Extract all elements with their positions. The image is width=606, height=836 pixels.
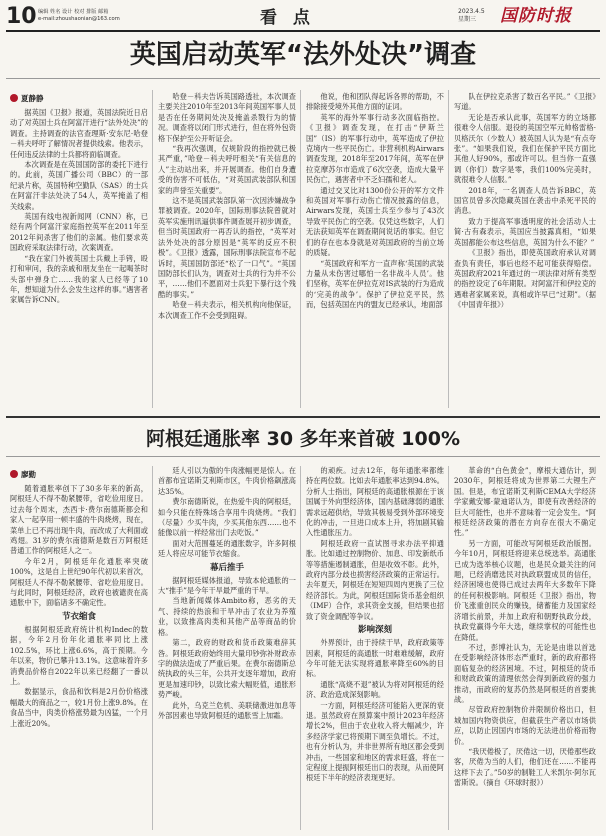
article2-column-1	[10, 484, 148, 830]
paragraph: 数据显示，食品和饮料是2月份价格涨幅最大的商品之一，较1月份上涨9.8%。在食品当中，肉类价格涨势最为凶猛，一个月上涨近20%。	[10, 687, 148, 728]
title-divider	[6, 78, 600, 79]
newspaper-logo: 国防时报	[500, 6, 572, 26]
paragraph: 一方面，阿根廷经济可能陷入更深的衰退。虽然政府在预算案中预计2023年经济增长2%，但由于农业收入将大幅减少，许多经济学家已将预期下调至负增长。不过，也有分析认为，并非世界所有地区都会受到冲击，一些国家和地区的需求旺盛，将在一定程度上提振阿根廷出口的表现，从而使阿根廷下半年的经济表现更好。	[306, 700, 444, 783]
column-divider	[448, 466, 449, 830]
title-divider	[6, 456, 600, 457]
paragraph: 英国有线电视新闻网（CNN）称，已经有两个阿富汗家庭指控英军在2011年至2012年间杀害了他们的亲属。他们要求英国政府采取法律行动，次案调查。	[10, 212, 148, 253]
paragraph: 根据阿根廷政府统计机构Indec的数据，今年2月份年化通胀率同比上涨102.5%，环比上涨6.6%，高于预期。今年以来，物价已攀升13.1%。这意味着许多消费品价格自2022年以来已经翻了一番以上。	[10, 624, 148, 686]
article2-column-3	[306, 466, 444, 830]
column-divider	[448, 90, 449, 408]
paragraph: “我再次强调，仅规阶段的指控就已极其严重，”哈登－科夫呼吁相关“有关信息的人”主动站出来，并开展调查。他们自身遭受的伤害不可低估，“对英国武装部队和国家的声誉至关重要”。	[158, 144, 296, 195]
article2-title: 阿根廷通胀率 30 多年来首破 100%	[146, 428, 460, 450]
paragraph: 第二，政府的财政和货币政策难辞其咎。阿根廷政府始终用大量印钞弥补财政赤字的做法造成了严重后果。在费尔南德斯总统执政的头三年，公共开支逐年增加，政府更是加速印钞，以致比索大幅贬值，通胀形势严峻。	[158, 638, 296, 700]
paragraph: 哈登－科夫表示，相关机构向他保证，本次调查工作不会受到阻碍。	[158, 300, 296, 320]
paragraph: 革命的“白色黄金”，摩根大通估计，到2030年，阿根廷将成为世界第二大锂生产国。但是，布宜诺斯艾利斯CEMA大学经济学家戴安娜·蒙迪诺认为，即使有改善经济的巨大可能性，也并不意味着一定会发生。“阿根廷经济政策的潜在方向存在很大不确定性。”	[454, 466, 596, 538]
paragraph: 今年2月，阿根廷年化通胀率突破100%，这是自上世纪90年代初以来首次，阿根廷人不得不勒紧腰带、省吃俭用度日。与此同时，阿根廷经济，政府也被谴责在高通胀中下，面临诸多不确定性。	[10, 556, 148, 608]
issue-date	[458, 8, 485, 24]
paragraph: 本次调查是在英国国防部的委托下进行的。此前，英国广播公司（BBC）的一部纪录片称，英国特种空勤队（SAS）的士兵在阿富汗非法处决了54人，英军掩盖了相关线索。	[10, 160, 148, 211]
editor-meta	[38, 9, 120, 23]
article1-column-1	[10, 108, 148, 408]
paragraph: 不过，彭博社认为，无论是由谁以首选在受影响经济体形态严重时，新的政府都将面临复杂的经济困境。不过，阿根廷的货币和财政政策的清理依然会得到新政府的强力推动，而政府的复苏仍然是阿根廷的首要挑战。	[454, 642, 596, 704]
article1-column-4	[454, 92, 596, 408]
paragraph: 随着通胀率创下了30多年来的新高，阿根廷人不得不勒紧腰带，省吃俭用度日。过去每个周末，杰西卡·费尔南德斯都会和家人一起享用一顿丰盛的牛肉烧烤，现在，菜单上已不再出现牛肉，而改成了大利面或鸡翅。31岁的费尔南德斯是数百万阿根廷普通工作的阿根廷人之一。	[10, 484, 148, 556]
paragraph: “我厌倦极了，厌倦这一切，厌倦那些政客，厌倦为当的人们，他们还在……不能再这样下去了。”50岁的制鞋工人米凯尔·阿尔瓦雷斯说。（摘自《环球时报》）	[454, 746, 596, 788]
editor-meta-line: 编辑 姓名 设计 校对 排版 邮箱	[38, 9, 109, 15]
byline-icon	[10, 94, 18, 102]
column-divider	[152, 466, 153, 830]
paragraph: 据阿根廷媒体报道，导致本轮通胀的一大“推手”是今年干旱最严重的干旱。	[158, 575, 296, 596]
paragraph: 2018年，一名调查人员告诉BBC，英国官员曾多次隐藏英国在袭击中杀死平民的消息。	[454, 185, 596, 216]
article1-title: 英国启动英军“法外处决”调查	[129, 40, 477, 70]
byline-author: 廖勤	[21, 470, 36, 479]
paragraph: 英军的海外军事行动多次面临指控。《卫报》调查发现，在打击“伊斯兰国”（IS）的军事行动中，英军造成了伊拉克境内一些平民伤亡。非营利机构Airwars调查发现，2018年至2017年间，英军在伊拉克摩苏尔市造成了6次空袭，造成大量平民伤亡，遇害者中不乏妇孺和老人。	[306, 112, 444, 185]
paragraph: 尽管政府控制物价并限制价格出口，但城加国内物资供应，但截获生产者以市场供应，以防止因国内市场的无法进出价格而物价。	[454, 705, 596, 746]
paragraph: 当地新闻媒体Ambito称，恶劣的天气、持续的热浪和干旱冲击了农业为养殖业，以致推高肉类和其他产品等商品的价格。	[158, 596, 296, 637]
section-title: 看 点	[260, 8, 315, 28]
paragraph: 无论是否承认此事，英国军方的立场都很难令人信服。退役的英国空军元帅格雷格·贝格沃尔（少数人）被英国人认为是“有点夸张”。“如果我们说，我们在保护平民方面比其他人好90%，那或许可以。但当你一直强调（你们）数字是零，我们100%完美时，就很难令人信服。”	[454, 112, 596, 185]
paragraph: 外界预计，由于持续干旱，政府政策等因素，阿根廷的高通胀一时难难缓解，政府今年可能无法实现将通胀率降至60%的目标。	[306, 638, 444, 679]
article2-byline	[10, 470, 36, 480]
paragraph: 此外，乌克兰危机、美联储激进加息等外部因素也导致阿根廷的通胀雪上加霜。	[158, 700, 296, 720]
paragraph: 廷人引以为傲的牛肉涨幅更是惊人。在首都布宜诺斯艾利斯市区，牛肉价格飙涨高达35%。	[158, 466, 296, 496]
paragraph: 通胀“高烧不退”被认为将对阿根廷的经济、政治造成深刻影响。	[306, 679, 444, 700]
byline-icon	[10, 470, 18, 478]
paragraph: 通过交叉比对1300份公开的军方文件和英国对军事行动伤亡情况披露的信息，Airwars发现，英国士兵至少参与了43次导致平民伤亡的空袭。仅凭这些数字，人们无法获知英军在调查期间说话的事实。但它们的存在也本身就是对英国政府的当前立场的质疑。	[306, 185, 444, 258]
paragraph: 《卫报》指出，即使英国政府承认对调查负有责任，事后也经不起可能获得赔偿。英国政府2021年通过的一项法律对所有类型的指控设定了6年期限。对阿富汗和伊拉克的遇难者家属来说，真相或许早已“过期”。（据《中国青年报》）	[454, 248, 596, 310]
subheading: 幕后推手	[209, 562, 244, 573]
paragraph: “我在家门外被英国士兵戴上手铐，殴打和审问，我的亲戚和朋友坐在一起喝茶时头部中弹身亡……我的家人已经等了10年，想知道为什么会发生这样的事。”遇害者家属告诉CNN。	[10, 253, 148, 305]
article2-column-2	[158, 466, 296, 830]
article1-column-2	[158, 92, 296, 408]
column-divider	[300, 466, 301, 830]
article1-column-3	[306, 92, 444, 408]
paragraph: 哈登－科夫告诉英国路透社，本次调查主要关注2010年至2013年间英国军事人员是否在任务期间处决及掩盖杀戮行为的情况。调查将以闭门形式进行，但在将外包资格下保护至公开听证会。	[158, 92, 296, 143]
article2-column-4	[454, 466, 596, 830]
subheading: 影响深刻	[357, 625, 392, 636]
article-separator	[6, 416, 600, 418]
page-number: 10	[6, 4, 37, 29]
paragraph: 费尔南德斯说，在热爱牛肉的阿根廷，如今只能在特殊场合享用牛肉烧烤。“我们（尽量）少买牛肉，少买其他东西……也不能像以前一样经常出门去吃饭。”	[158, 497, 296, 538]
date-text: 2023.4.5	[458, 8, 485, 15]
paragraph: 这不是英国武装部队第一次因涉嫌战争罪被调查。2020年，国际刑事法院曾就对英军实施刑讯逼供事件调查展开初步调查，但当时英国政府一再否认的指控，“英军对法外处决的部分原因是“英军的反应不积极”。《卫报》透露，国际刑事法院宣布不起诉时，英国国防部还“松了一口气”。“英国国防部长们认为，调查对士兵的行为并不公平，……他们不愿面对士兵犯下暴行这个残酷的事实。”	[158, 196, 296, 299]
editor-email: e-mail:zhoushaonian@163.com	[38, 16, 120, 22]
paragraph: 队在伊拉克杀害了数百名平民。”《卫报》写道。	[454, 92, 596, 112]
column-divider	[300, 90, 301, 408]
paragraph: 阿根廷政府一直试图寻求办法平抑通胀。比如通过控制物价、加息、印发新纸币等等措施遏制通胀，但是收效不彰。此外，政府内部分歧也损害经济政策的正常运行。去年夏天，阿根廷在短短四周内更换了三位经济部长。为此，阿根廷国际货币基金组织（IMF）合作，求其资金支援，但结果也招致了资金调配等争议。	[306, 538, 444, 621]
paragraph: 他说，他和团队得起诉各界的帮助，不排除接受境外其他方面的证词。	[306, 92, 444, 112]
paragraph: 据英国《卫报》报道，英国法院近日启动了对英国士兵在阿富汗进行“法外处决”的调查。主持调查的法官查理斯·安东尼·哈登－科夫呼吁了解情况者提供线索。他表示，任何违反法律的士兵都将面临调查。	[10, 108, 148, 159]
article1-byline	[10, 94, 44, 104]
byline-author: 夏静静	[21, 94, 44, 103]
page-header	[6, 4, 600, 32]
subheading: 节衣缩食	[61, 611, 96, 622]
paragraph: 面对大范围蔓延的通胀数字，许多阿根廷人将应尽可能节衣缩食。	[158, 538, 296, 559]
column-divider	[152, 90, 153, 408]
paragraph: 另一方面，可能改写阿根廷政治版图。今年10月，阿根廷将迎来总统选举。高通胀已成为选举核心议题，也是民众最关注的问题，已经消磨选民对执政联盟成员的信任，经济困境也使得已成过去两年大多数年下降的任何积极影响。阿根廷《卫报》指出，物价飞涨重创民众的赚钱，储蓄能力及国家经济增长前景，并加上政府和朝野执政分歧，执政党赢得今年大选，继续掌权的可能性也在降低。	[454, 538, 596, 642]
paragraph: “英国政府和军方一直声称‘英国的武装力量从未伤害过哪怕一名非战斗人员’。他们坚称，英军在伊拉克对IS武装的行为造成的‘完美的战争’。保护了伊拉克平民，然而，包括英国在内的盟友已经承认，地面部	[306, 258, 444, 310]
paragraph: 的顽疾。过去12年，每年通胀率都维持在两位数。比如去年通胀率达到94.8%。分析人士指出，阿根廷的高通胀根源在于该国属于外向型经济体，国内基础薄弱的通胀需求远超供给，导致其极易受到外部环境变化的冲击，一旦进口成本上升，将加剧其输入性通胀压力。	[306, 466, 444, 538]
weekday-text: 星期三	[458, 16, 477, 23]
paragraph: 致力于提高军事透明度的社会活动人士简·古有森表示，英国应当披露真相，“如果英国都能公布这些信息，英国为什么不能？”	[454, 216, 596, 247]
